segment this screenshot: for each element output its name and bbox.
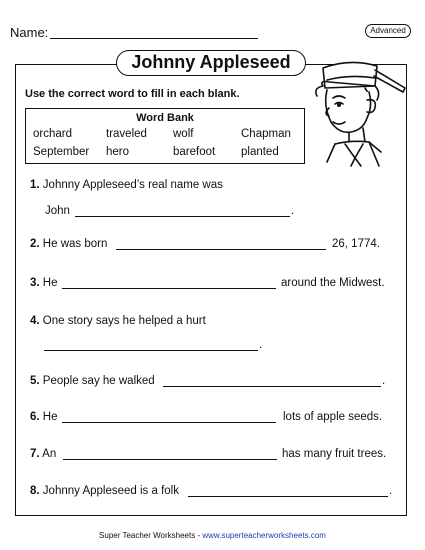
word-bank-word: barefoot bbox=[173, 146, 216, 158]
name-label: Name: bbox=[10, 25, 49, 40]
question-8 bbox=[30, 485, 179, 497]
question-3-end: around the Midwest. bbox=[281, 277, 385, 289]
answer-blank-3[interactable] bbox=[62, 288, 276, 289]
question-5-end: . bbox=[382, 375, 386, 387]
answer-blank-1[interactable] bbox=[75, 216, 290, 217]
question-text: He bbox=[42, 411, 58, 423]
question-text: One story says he helped a hurt bbox=[42, 315, 206, 327]
word-bank-word: Chapman bbox=[241, 128, 291, 140]
question-number: 8. bbox=[30, 485, 40, 497]
question-number: 3. bbox=[30, 277, 40, 289]
question-number: 2. bbox=[30, 238, 40, 250]
word-bank bbox=[25, 108, 305, 164]
footer bbox=[0, 531, 425, 540]
question-5 bbox=[30, 375, 155, 387]
name-field[interactable] bbox=[50, 38, 258, 39]
word-bank-word: wolf bbox=[173, 128, 194, 140]
word-bank-word: September bbox=[33, 146, 90, 158]
question-number: 4. bbox=[30, 315, 40, 327]
question-4 bbox=[30, 315, 206, 327]
question-2-end: 26, 1774. bbox=[332, 238, 380, 250]
question-7 bbox=[30, 448, 56, 460]
word-bank-title: Word Bank bbox=[136, 112, 194, 124]
question-number: 5. bbox=[30, 375, 40, 387]
word-bank-word: planted bbox=[241, 146, 279, 158]
question-text: Johnny Appleseed’s real name was bbox=[42, 179, 223, 191]
answer-blank-8[interactable] bbox=[188, 496, 388, 497]
footer-text: Super Teacher Worksheets - bbox=[99, 531, 203, 540]
question-7-end: has many fruit trees. bbox=[282, 448, 387, 460]
question-number: 1. bbox=[30, 179, 40, 191]
answer-blank-2[interactable] bbox=[116, 249, 326, 250]
instructions: Use the correct word to fill in each blank. bbox=[25, 88, 240, 100]
question-6 bbox=[30, 411, 58, 423]
question-3 bbox=[30, 277, 58, 289]
question-text: He bbox=[42, 277, 58, 289]
answer-blank-7[interactable] bbox=[63, 459, 277, 460]
johnny-appleseed-portrait-icon bbox=[305, 58, 410, 168]
question-2 bbox=[30, 238, 107, 250]
question-text: An bbox=[42, 448, 57, 460]
question-6-end: lots of apple seeds. bbox=[283, 411, 383, 423]
footer-link[interactable]: www.superteacherworksheets.com bbox=[202, 531, 326, 540]
answer-blank-4[interactable] bbox=[44, 350, 258, 351]
question-1 bbox=[30, 179, 223, 191]
question-4-end: . bbox=[259, 339, 263, 351]
question-1-line2: John bbox=[45, 205, 70, 217]
answer-blank-6[interactable] bbox=[62, 422, 276, 423]
question-number: 7. bbox=[30, 448, 40, 460]
word-bank-word: orchard bbox=[33, 128, 72, 140]
word-bank-word: traveled bbox=[106, 128, 147, 140]
question-1-end: . bbox=[291, 205, 295, 217]
question-text: People say he walked bbox=[42, 375, 155, 387]
question-8-end: . bbox=[389, 485, 393, 497]
level-badge: Advanced bbox=[365, 24, 411, 38]
worksheet-title: Johnny Appleseed bbox=[116, 50, 306, 76]
question-text: Johnny Appleseed is a folk bbox=[42, 485, 179, 497]
question-number: 6. bbox=[30, 411, 40, 423]
word-bank-word: hero bbox=[106, 146, 130, 158]
question-text: He was born bbox=[42, 238, 108, 250]
answer-blank-5[interactable] bbox=[163, 386, 381, 387]
